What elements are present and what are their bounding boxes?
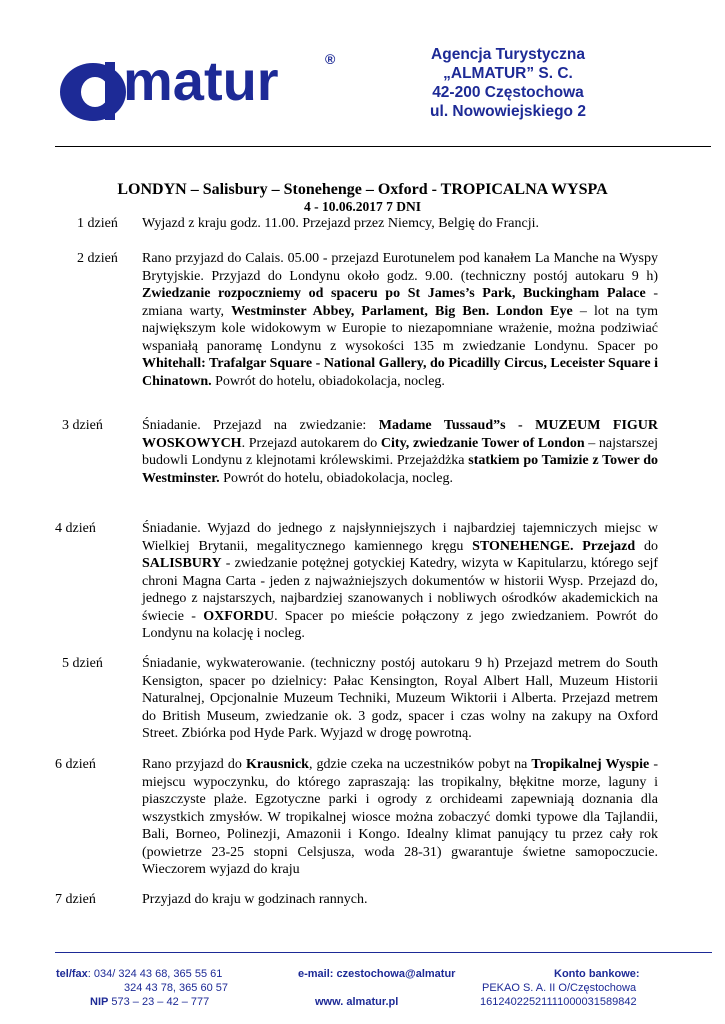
telfax-label: tel/fax: [56, 968, 88, 980]
agency-city: 42-200 Częstochowa: [432, 84, 584, 101]
telfax-numbers-1: : 034/ 324 43 68, 365 55 61: [87, 968, 223, 980]
text-run: Śniadanie, wykwaterowanie. (techniczny postój autokaru 9 h) Przejazd metrem do South Kensigton, spacer po dzielnicy: Pałac Kensington, Royal Albert Hall, Muzeum Historii Naturalnej, Opcjonalnie Muzeum Techniki, Muzeum Wiktorii i Alberta. Przejazd metrem do British Museum, zwiedzanie ok. 3 godz, spacer i czas wolny na zakupy na Oxford Street. Zbiórka pod Hyde Park. Wyjazd w drogę powrotną.: [142, 656, 658, 741]
agency-company: „ALMATUR” S. C.: [443, 65, 573, 82]
highlighted-text: Madame Tussaud”s - MUZEUM FIGUR WOSKOWYCH: [142, 418, 658, 451]
svg-text:®: ®: [325, 51, 336, 67]
tour-dates: 4 - 10.06.2017 7 DNI: [304, 199, 421, 214]
day-description-6: [142, 756, 658, 879]
footer-divider: [55, 952, 712, 953]
text-run: Rano przyjazd do Calais. 05.00 - przejazd Eurotunelem pod kanałem La Manche na Wyspy Brytyjskie. Przyjazd do Londynu około godz. 9.00. (techniczny postój autokaru 9 h): [142, 251, 658, 284]
highlighted-text: City,: [380, 435, 410, 451]
highlighted-text: Zwiedzanie rozpoczniemy od spaceru po St James’s Park, Buckingham Palace: [142, 286, 646, 301]
day-description-5: [142, 655, 658, 743]
text-run: Powrót do hotelu, obiadokolacja, nocleg.: [219, 470, 453, 486]
almatur-logo: [57, 42, 347, 142]
svg-text:matur: matur: [123, 49, 279, 112]
text-run: Wyjazd z kraju godz. 11.00. Przejazd przez Niemcy, Belgię do Francji.: [142, 216, 539, 231]
highlighted-text: Krausnick: [245, 757, 309, 772]
footer-website[interactable]: www. almatur.pl: [315, 996, 399, 1008]
text-run: – lot na tym największym kole widokowym w Europie to niezapomniane wrażenie, można podziwiać wspaniałą panoramę Londynu z wysokości 135 m zwiedzanie Londynu. Spacer po: [142, 303, 658, 354]
bank-name: PEKAO S. A. II O/Częstochowa: [482, 982, 637, 994]
agency-name: Agencja Turystyczna: [431, 46, 585, 63]
highlighted-text: STONEHENGE. Przejazd: [472, 538, 636, 554]
highlighted-text: Westminster Abbey, Parlament, Big Ben. London Eye: [231, 303, 573, 319]
day-description-2: [142, 250, 658, 390]
text-run: Śniadanie. Wyjazd do jednego z najsłynniejszych i najbardziej tajemniczych miejsc w Wielkiej Brytanii, megalitycznego kamiennego kręgu: [142, 521, 658, 554]
bank-label: Konto bankowe:: [554, 968, 640, 980]
highlighted-text: Whitehall: Trafalgar Square - National Gallery, do Picadilly Circus, Leceister Square i Chinatown.: [142, 356, 658, 389]
day-label-5: 5 dzień: [62, 656, 103, 671]
text-run: - zwiedzanie potężnej gotyckiej Katedry, wizyta w Kapitularzu, którego sejf chroni Magna Carta - jeden z najważniejszych dokumentów w historii Wysp. Przejazd do, jednego z najstarszych, najbardziej szanowanych i nobliwych ośrodków akademickich na świecie -: [142, 556, 658, 624]
text-run: do: [635, 538, 658, 554]
day-label-7: 7 dzień: [55, 892, 96, 907]
text-run: , gdzie czeka na uczestników pobyt na: [308, 757, 532, 772]
day-label-6: 6 dzień: [55, 757, 96, 772]
highlighted-text: Tropikalnej Wyspie: [531, 757, 650, 772]
text-run: Powrót do hotelu, obiadokolacja, nocleg.: [211, 373, 445, 389]
text-run: Śniadanie. Przejazd na zwiedzanie:: [142, 418, 379, 433]
header-divider: [55, 146, 711, 147]
text-run: Przyjazd do kraju w godzinach rannych.: [142, 892, 368, 907]
highlighted-text: SALISBURY: [142, 556, 222, 571]
text-run: - miejscu wypoczynku, do którego zapraszają: las tropikalny, błękitne morze, laguny i piaszczyste plaże. Egzotyczne parki i ogrody z orchideami zapewniają doznania dla wszystkich zmysłów. W tropikalnej wiosce można zobaczyć domki typowe dla Tajlandii, Bali, Borneo, Polinezji, Amazonii i Kongo. Idealny klimat panujący tu przez cały rok (powietrze 23-25 stopni Celsjusza, woda 28-31) gwarantuje świetne samopoczucie. Wieczorem wyjazd do kraju: [142, 757, 658, 877]
day-label-3: 3 dzień: [62, 418, 103, 433]
nip-label: NIP: [90, 996, 109, 1008]
highlighted-text: zwiedzanie Tower of London: [412, 435, 585, 451]
text-run: - zmiana warty,: [142, 286, 658, 319]
day-description-3: [142, 417, 658, 487]
footer-telfax: [56, 967, 222, 981]
footer-email[interactable]: e-mail: czestochowa@almatur: [298, 968, 456, 980]
highlighted-text: OXFORDU: [203, 608, 275, 624]
day-description-1: [142, 215, 658, 233]
day-label-2: 2 dzień: [77, 251, 118, 266]
agency-address-block: [373, 45, 643, 121]
text-run: . Spacer po mieście połączony z jego zwiedzaniem. Powrót do Londynu na kolację i nocleg.: [142, 608, 658, 641]
text-run: – najstarszej budowli Londynu z klejnotami królewskimi. Przejażdżka: [142, 435, 659, 468]
telfax-numbers-2: 324 43 78, 365 60 57: [124, 982, 228, 994]
day-description-7: [142, 891, 658, 909]
nip-value: 573 – 23 – 42 – 777: [108, 996, 210, 1008]
agency-street: ul. Nowowiejskiego 2: [430, 103, 586, 120]
day-label-1: 1 dzień: [77, 216, 118, 231]
footer-nip: [90, 995, 209, 1009]
tour-title: LONDYN – Salisbury – Stonehenge – Oxford - TROPICALNA WYSPA: [117, 181, 608, 198]
highlighted-text: statkiem po Tamizie z Tower do Westminster.: [142, 453, 658, 486]
bank-account: 16124022521111000031589842: [480, 996, 637, 1008]
day-label-4: 4 dzień: [55, 521, 96, 536]
text-run: Rano przyjazd do: [142, 757, 246, 772]
day-description-4: [142, 520, 658, 643]
text-run: . Przejazd autokarem do: [241, 435, 381, 451]
